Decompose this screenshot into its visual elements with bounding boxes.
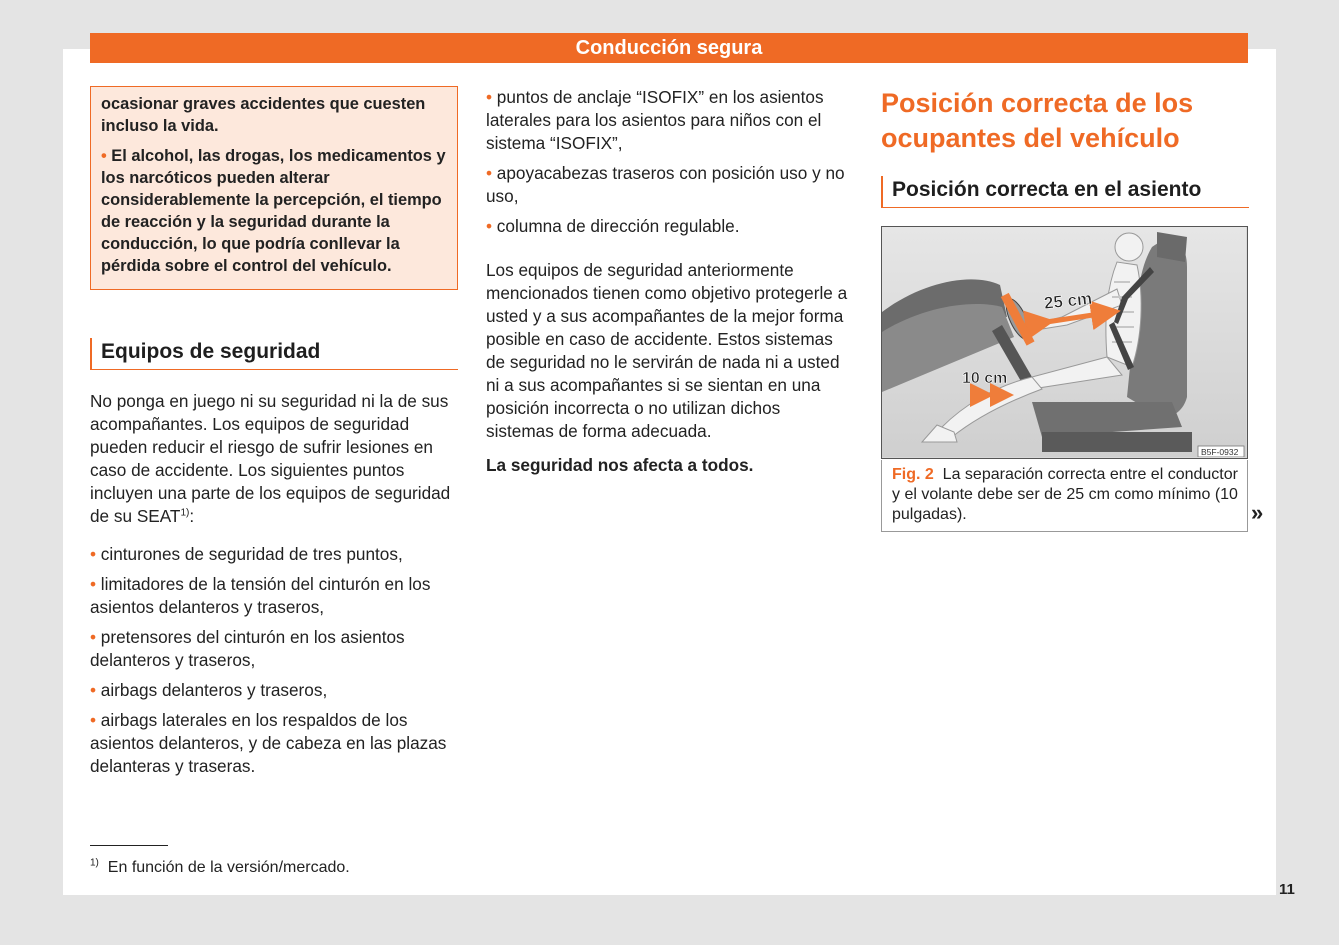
continue-marker: » <box>1251 500 1264 525</box>
seat-illustration <box>882 227 1246 457</box>
list-item: • airbags laterales en los respaldos de los asientos delanteros, y de cabeza en las plazas delanteras y traseras. <box>90 709 458 778</box>
list-item: • limitadores de la tensión del cinturón en los asientos delanteros y traseros, <box>90 573 458 619</box>
figure-caption-text: La separación correcta entre el conductor y el volante debe ser de 25 cm como mínimo (10 pulgadas). <box>892 466 1238 523</box>
section-title: Posición correcta de los ocupantes del vehículo <box>881 88 1194 153</box>
footnote-marker: 1) <box>90 857 99 869</box>
list-item: • puntos de anclaje “ISOFIX” en los asientos laterales para los asientos para niños con el sistema “ISOFIX”, <box>486 86 851 155</box>
column-right <box>881 86 1249 208</box>
heading-posicion-asiento: Posición correcta en el asiento <box>881 176 1249 208</box>
footnote <box>90 859 350 877</box>
heading-equipos: Equipos de seguridad <box>90 338 458 370</box>
footnote-ref[interactable]: 1) <box>180 507 190 519</box>
list-item: • columna de dirección regulable. <box>486 215 851 238</box>
equipment-list-right <box>486 86 851 238</box>
figure-caption <box>881 460 1248 532</box>
equipos-paragraph: Los equipos de seguridad anteriormente mencionados tienen como objetivo protegerle a usted y a sus acompañantes de la mejor forma posible en caso de accidente. Estos sistemas de seguridad no le servirán de nada ni a usted ni a sus acompañantes si se sientan en una posición incorrecta o no utilizan dichos sistemas de forma adecuada. <box>486 260 848 441</box>
column-middle <box>486 86 851 477</box>
seat-position-figure <box>881 226 1248 459</box>
list-item: • apoyacabezas traseros con posición uso y no uso, <box>486 162 851 208</box>
equipos-intro: No ponga en juego ni su seguridad ni la de sus acompañantes. Los equipos de seguridad pueden reducir el riesgo de sufrir lesiones en caso de accidente. Los siguientes puntos incluyen una parte de los equipos de seguridad de su SEAT$^{1)}$: <box>90 391 451 526</box>
equipment-list-left <box>90 543 458 778</box>
warning-continuation: ocasionar graves accidentes que cuesten incluso la vida. <box>101 95 426 135</box>
warning-box <box>90 86 458 290</box>
figure-code: B5F-0932 <box>1201 447 1239 457</box>
column-left <box>90 86 458 785</box>
footnote-rule <box>90 845 168 846</box>
chapter-header: Conducción segura <box>90 33 1248 63</box>
footnote-text: En función de la versión/mercado. <box>107 859 350 876</box>
distance-label-10: 10 cm <box>962 370 1008 387</box>
page-number: 11 <box>1279 881 1295 898</box>
list-item: • pretensores del cinturón en los asientos delanteros y traseros, <box>90 626 458 672</box>
warning-bullet: • El alcohol, las drogas, los medicamentos y los narcóticos pueden alterar considerablemente la percepción, el tiempo de reacción y la seguridad durante la conducción, lo que podría conllevar la pérdida sobre el control del vehículo. <box>101 145 447 277</box>
list-item: • airbags delanteros y traseros, <box>90 679 458 702</box>
list-item: • cinturones de seguridad de tres puntos, <box>90 543 458 566</box>
distance-label-25: 25 cm <box>1043 288 1093 313</box>
safety-statement: La seguridad nos afecta a todos. <box>486 455 754 475</box>
figure-caption-label: Fig. 2 <box>892 466 934 483</box>
